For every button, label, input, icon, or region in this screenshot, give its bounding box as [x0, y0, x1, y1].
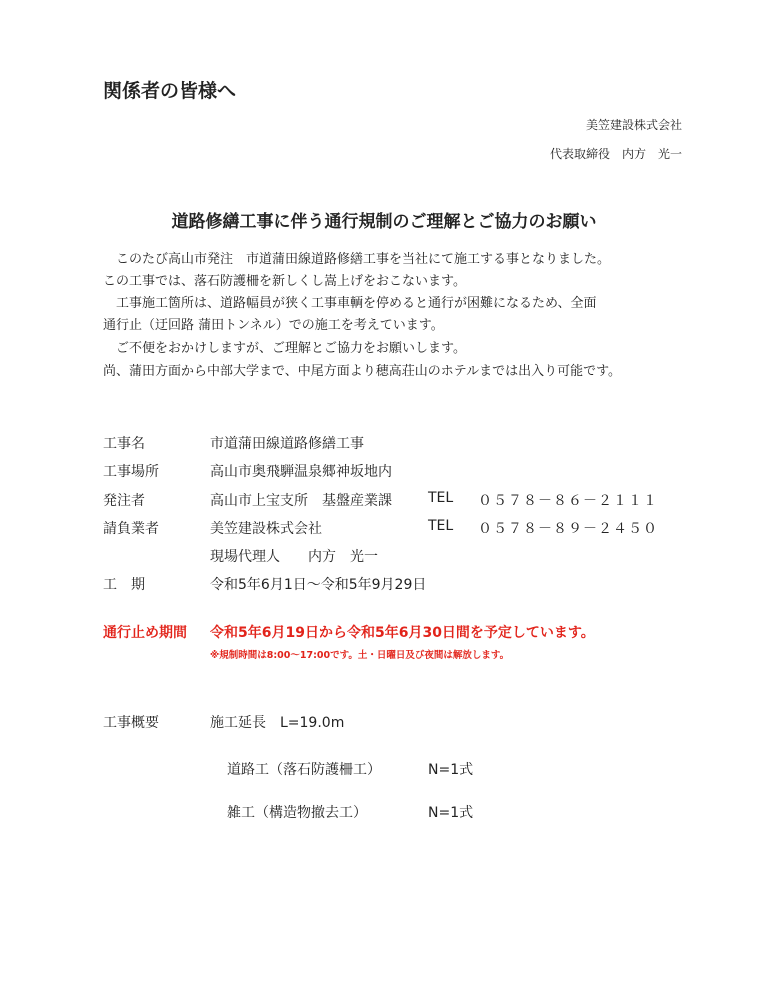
site-agent: 現場代理人 内方 光一 [210, 549, 378, 565]
body-line-1: このたび高山市発注 市道蒲田線道路修繕工事を当社にて施工する事となりました。 [103, 252, 611, 267]
work-place-value: 高山市奥飛騨温泉郷神坂地内 [210, 464, 392, 480]
company-name: 美笠建設株式会社 [585, 118, 682, 132]
contractor-tel-label: TEL [428, 518, 454, 534]
summary-item-1-qty: N=1式 [428, 762, 474, 778]
period-value: 令和5年6月1日～令和5年9月29日 [210, 577, 427, 593]
body-line-2: この工事では、落石防護柵を新しくし嵩上げをおこないます。 [103, 274, 466, 289]
work-name-value: 市道蒲田線道路修繕工事 [210, 436, 364, 452]
closure-label: 通行止め期間 [103, 625, 187, 641]
representative: 代表取締役 内方 光一 [549, 147, 682, 161]
orderer-tel-label: TEL [428, 490, 454, 506]
contractor-label: 請負業者 [103, 521, 159, 537]
body-line-4: 通行止（迂回路 蒲田トンネル）での施工を考えています。 [103, 318, 444, 333]
summary-item-2-qty: N=1式 [428, 805, 474, 821]
contractor-tel: ０５７８－８９－２４５０ [478, 521, 658, 537]
closure-note: ※規制時間は8:00～17:00です。土・日曜日及び夜間は解放します。 [210, 650, 510, 661]
work-place-label: 工事場所 [103, 464, 159, 480]
orderer-tel: ０５７８－８６－２１１１ [478, 493, 658, 509]
period-label: 工 期 [103, 577, 145, 593]
closure-period: 令和5年6月19日から令和5年6月30日間を予定しています。 [210, 625, 595, 641]
summary-length: 施工延長 L=19.0m [210, 715, 345, 731]
contractor-value: 美笠建設株式会社 [210, 521, 322, 537]
body-line-5: ご不便をおかけしますが、ご理解とご協力をお願いします。 [103, 341, 466, 356]
document-title: 道路修繕工事に伴う通行規制のご理解とご協力のお願い [171, 212, 597, 232]
summary-item-1-name: 道路工（落石防護柵工） [227, 762, 381, 778]
salutation: 関係者の皆様へ [103, 80, 237, 102]
orderer-value: 高山市上宝支所 基盤産業課 [210, 493, 392, 509]
body-line-3: 工事施工箇所は、道路幅員が狭く工事車輌を停めると通行が困難になるため、全面 [103, 296, 597, 311]
body-line-6: 尚、蒲田方面から中部大学まで、中尾方面より穂高荘山のホテルまでは出入り可能です。 [103, 364, 622, 379]
summary-item-2-name: 雑工（構造物撤去工） [227, 805, 367, 821]
work-name-label: 工事名 [103, 436, 145, 452]
summary-label: 工事概要 [103, 715, 159, 731]
orderer-label: 発注者 [103, 493, 145, 509]
